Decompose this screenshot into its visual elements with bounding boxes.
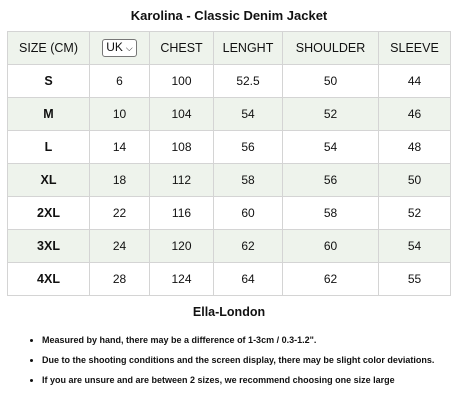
table-row bbox=[8, 263, 451, 296]
region-select[interactable] bbox=[102, 39, 137, 57]
table-row bbox=[8, 131, 451, 164]
region-select-value: UK bbox=[106, 40, 123, 54]
value-cell: 22 bbox=[90, 197, 150, 230]
value-cell: 46 bbox=[379, 98, 451, 131]
value-cell: 116 bbox=[150, 197, 214, 230]
list-item: • Due to the shooting conditions and the screen display, there may be slight color deviations. bbox=[42, 350, 458, 370]
value-cell: 56 bbox=[214, 131, 283, 164]
table-row bbox=[8, 197, 451, 230]
value-cell: 58 bbox=[214, 164, 283, 197]
value-cell: 56 bbox=[283, 164, 379, 197]
size-cell: XL bbox=[8, 164, 90, 197]
header-chest: CHEST bbox=[150, 32, 214, 65]
list-item: • Measured by hand, there may be a difference of 1-3cm / 0.3-1.2". bbox=[42, 330, 458, 350]
value-cell: 100 bbox=[150, 65, 214, 98]
value-cell: 24 bbox=[90, 230, 150, 263]
value-cell: 50 bbox=[283, 65, 379, 98]
value-cell: 64 bbox=[214, 263, 283, 296]
size-cell: 3XL bbox=[8, 230, 90, 263]
region-select-cell bbox=[90, 32, 150, 65]
value-cell: 52 bbox=[283, 98, 379, 131]
value-cell: 50 bbox=[379, 164, 451, 197]
value-cell: 14 bbox=[90, 131, 150, 164]
size-cell: S bbox=[8, 65, 90, 98]
value-cell: 60 bbox=[283, 230, 379, 263]
value-cell: 58 bbox=[283, 197, 379, 230]
header-shoulder: SHOULDER bbox=[283, 32, 379, 65]
value-cell: 44 bbox=[379, 65, 451, 98]
table-header-row bbox=[8, 32, 451, 65]
notes-list bbox=[14, 330, 458, 390]
value-cell: 108 bbox=[150, 131, 214, 164]
table-row bbox=[8, 98, 451, 131]
value-cell: 120 bbox=[150, 230, 214, 263]
value-cell: 54 bbox=[214, 98, 283, 131]
list-item: • If you are unsure and are between 2 sizes, we recommend choosing one size large bbox=[42, 370, 458, 390]
value-cell: 54 bbox=[379, 230, 451, 263]
value-cell: 62 bbox=[214, 230, 283, 263]
value-cell: 104 bbox=[150, 98, 214, 131]
size-cell: 4XL bbox=[8, 263, 90, 296]
size-chart-table bbox=[7, 31, 451, 296]
chevron-down-icon: ⌵ bbox=[125, 43, 133, 53]
header-length: LENGHT bbox=[214, 32, 283, 65]
value-cell: 62 bbox=[283, 263, 379, 296]
value-cell: 48 bbox=[379, 131, 451, 164]
header-sleeve: SLEEVE bbox=[379, 32, 451, 65]
value-cell: 60 bbox=[214, 197, 283, 230]
page-title: Karolina - Classic Denim Jacket bbox=[130, 8, 328, 23]
size-cell: 2XL bbox=[8, 197, 90, 230]
size-cell: M bbox=[8, 98, 90, 131]
value-cell: 52.5 bbox=[214, 65, 283, 98]
value-cell: 112 bbox=[150, 164, 214, 197]
value-cell: 52 bbox=[379, 197, 451, 230]
table-row bbox=[8, 65, 451, 98]
value-cell: 18 bbox=[90, 164, 150, 197]
table-row bbox=[8, 164, 451, 197]
value-cell: 10 bbox=[90, 98, 150, 131]
header-size: SIZE (CM) bbox=[8, 32, 90, 65]
brand-name: Ella-London bbox=[192, 305, 266, 319]
value-cell: 28 bbox=[90, 263, 150, 296]
value-cell: 124 bbox=[150, 263, 214, 296]
value-cell: 55 bbox=[379, 263, 451, 296]
table-row bbox=[8, 230, 451, 263]
value-cell: 6 bbox=[90, 65, 150, 98]
size-cell: L bbox=[8, 131, 90, 164]
value-cell: 54 bbox=[283, 131, 379, 164]
